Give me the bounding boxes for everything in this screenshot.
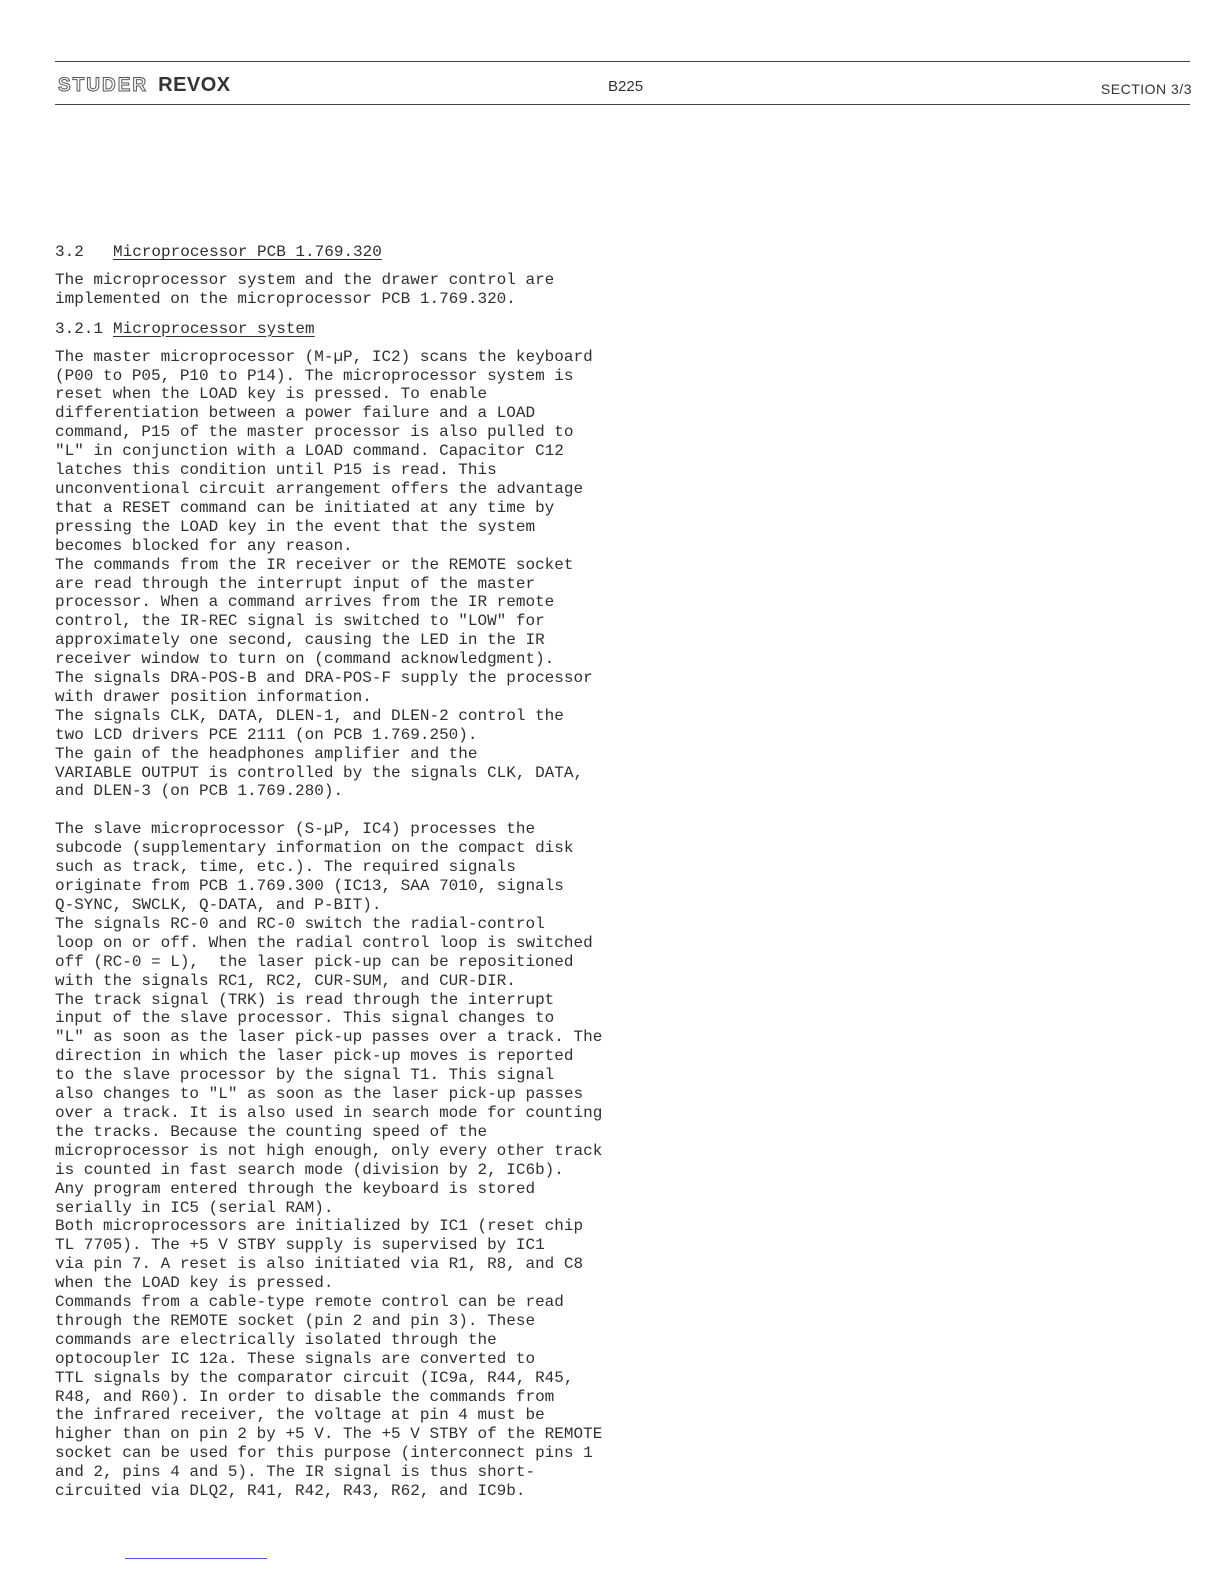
header-rule-top: [55, 61, 1190, 62]
section-label: SECTION 3/3: [1100, 81, 1192, 97]
subsection-title: Microprocessor system: [113, 319, 315, 338]
section-heading: [55, 243, 1155, 262]
section-number: 3.2: [55, 243, 84, 261]
brand-revox: REVOX: [158, 74, 231, 96]
paragraph-master-processor: The master microprocessor (M-µP, IC2) scans the keyboard (P00 to P05, P10 to P14). The microprocessor system is reset when the LOAD key is pressed. To enable differentiation between a power failure and a LOAD command, P15 of the master processor is also pulled to "L" in conjunction with a LOAD command. Capacitor C12 latches this condition until P15 is read. This unconventional circuit arrangement offers the advantage that a RESET command can be initiated at any time by pressing the LOAD key in the event that the system becomes blocked for any reason. The commands from the IR receiver or the REMOTE socket are read through the interrupt input of the master processor. When a command arrives from the IR remote control, the IR-REC signal is switched to "LOW" for approximately one second, causing the LED in the IR receiver window to turn on (command acknowledgment). The signals DRA-POS-B and DRA-POS-F supply the processor with drawer position information. The signals CLK, DATA, DLEN-1, and DLEN-2 control the two LCD drivers PCE 2111 (on PCB 1.769.250). The gain of the headphones amplifier and the VARIABLE OUTPUT is controlled by the signals CLK, DATA, and DLEN-3 (on PCB 1.769.280).: [55, 347, 593, 801]
document-body: [55, 243, 1155, 1501]
subsection-number: 3.2.1: [55, 319, 104, 338]
model-number: B225: [608, 78, 644, 95]
spacer: [55, 309, 1155, 320]
footer-rule: [125, 1558, 267, 1559]
brand-studer: STUDER: [58, 75, 149, 96]
paragraph-slave-processor: The slave microprocessor (S-µP, IC4) processes the subcode (supplementary information on the compact disk such as track, time, etc.). The required signals originate from PCB 1.769.300 (IC13, SAA 7010, signals Q-SYNC, SWCLK, Q-DATA, and P-BIT). The signals RC-0 and RC-0 switch the radial-control loop on or off. When the radial control loop is switched off (RC-0 = L), the laser pick-up can be repositioned with the signals RC1, RC2, CUR-SUM, and CUR-DIR. The track signal (TRK) is read through the interrupt input of the slave processor. This signal changes to "L" as soon as the laser pick-up passes over a track. The direction in which the laser pick-up moves is reported to the slave processor by the signal T1. This signal also changes to "L" as soon as the laser pick-up passes over a track. It is also used in search mode for counting the tracks. Because the counting speed of the microprocessor is not high enough, only every other track is counted in fast search mode (division by 2, IC6b). Any program entered through the keyboard is stored serially in IC5 (serial RAM). Both microprocessors are initialized by IC1 (reset chip TL 7705). The +5 V STBY supply is supervised by IC1 via pin 7. A reset is also initiated via R1, R8, and C8 when the LOAD key is pressed. Commands from a cable-type remote control can be read through the REMOTE socket (pin 2 and pin 3). These commands are electrically isolated through the optocoupler IC 12a. These signals are converted to TTL signals by the comparator circuit (IC9a, R44, R45, R48, and R60). In order to disable the commands from the infrared receiver, the voltage at pin 4 must be higher than on pin 2 by +5 V. The +5 V STBY of the REMOTE socket can be used for this purpose (interconnect pins 1 and 2, pins 4 and 5). The IR signal is thus short- circuited via DLQ2, R41, R42, R43, R62, and IC9b.: [55, 820, 603, 1501]
subsection-heading: [55, 320, 1155, 339]
header-rule-bottom: [55, 104, 1190, 105]
spacer: [55, 801, 1155, 820]
section-title: Microprocessor PCB 1.769.320: [113, 243, 382, 261]
brand-logo: [58, 74, 231, 97]
section-intro: The microprocessor system and the drawer control are implemented on the microprocessor PCB 1.769.320.: [55, 270, 555, 308]
